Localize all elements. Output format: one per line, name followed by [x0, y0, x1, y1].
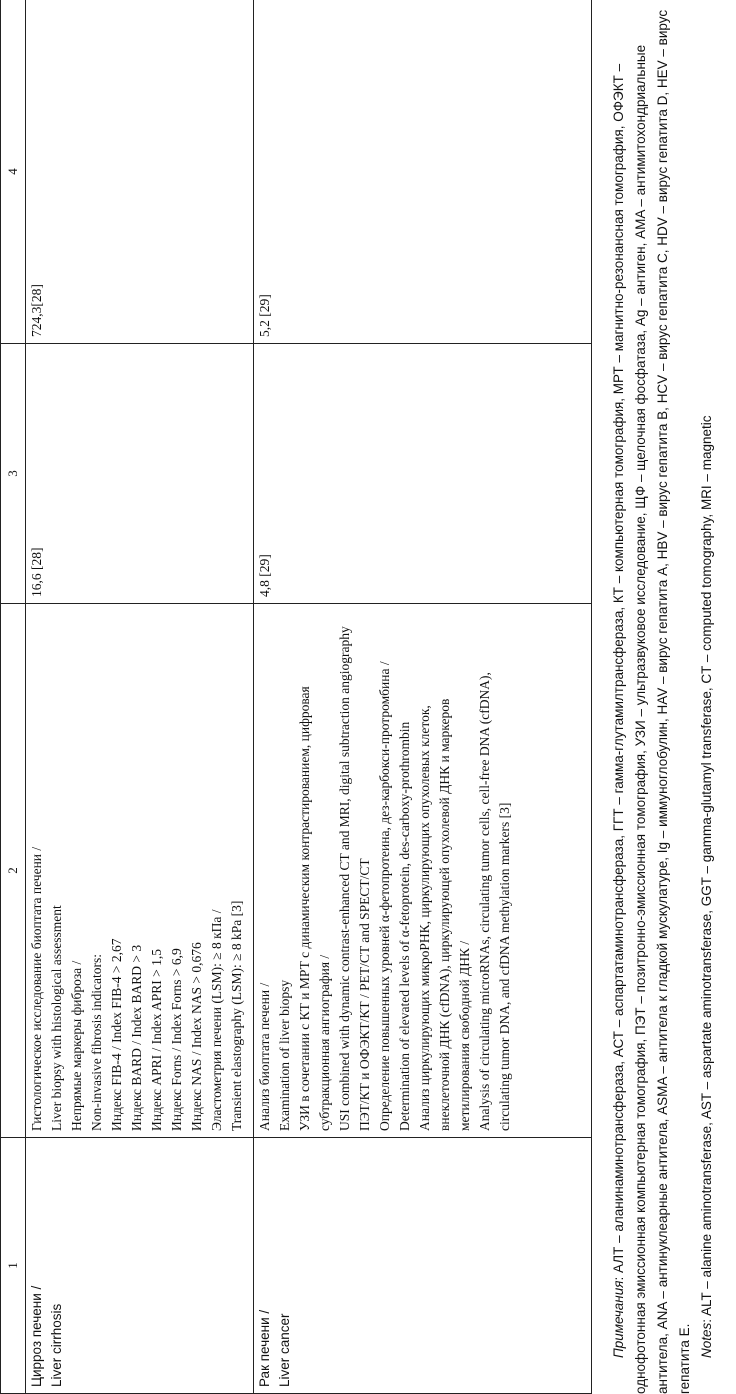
- method-line: Анализ биоптата печени /: [257, 982, 272, 1131]
- method-line: УЗИ в сочетании с КТ и МРТ с динамическим контрастированием, цифровая: [297, 686, 312, 1131]
- methods-cell: [26, 604, 254, 1138]
- column-number: 2: [1, 604, 26, 1138]
- disease-name-en: Liver cancer: [277, 1313, 292, 1387]
- disease-cell: [254, 1138, 592, 1394]
- method-line: ПЭТ/КТ и ОФЭКТ/КТ / PET/CT and SPECT/CT: [357, 858, 372, 1131]
- disease-name-ru: Цирроз печени /: [29, 1285, 44, 1387]
- notes-en: [696, 2, 718, 1394]
- method-line: Индекс Forns / Index Forns > 6,9: [169, 948, 184, 1131]
- notes-en-text: : ALT – alanine aminotransferase, AST – aspartate aminotransferase, GGT – gamma-glutamyl transferase, CT – computed tomography, MRI – magnetic: [699, 415, 714, 1323]
- value-cell: 5,2 [29]: [254, 0, 592, 344]
- method-line: Analysis of circulating microRNAs, circulating tumor cells, cell-free DNA (cfDNA),: [477, 672, 492, 1131]
- disease-name-ru: Рак печени /: [257, 1309, 272, 1387]
- method-line: Индекс NAS / Index NAS > 0,676: [189, 942, 204, 1131]
- column-number: 3: [1, 344, 26, 604]
- notes-ru-text: : АЛТ – аланинаминотрансфераза, АСТ – аспартатаминотрансфераза, ГГТ – гамма-глутамилтрансфераза, КТ – компьютерная томография, МРТ – магнитно-резонансная томография, ОФЭКТ – однофотонная эмиссионная компьютерная томография, ПЭТ – позитронно-эмиссионная томография, УЗИ – ультразвуковое исследование, ЩФ – щелочная фосфатаза, Ag – антиген, AMA – антимитохондриальные антитела, ANA – антинуклеарные антитела, ASMA – антитела к гладкой мускулатуре, Ig – иммуноглобулин, HAV – вирус гепатита А, HBV – вирус гепатита В, HCV – вирус гепатита С, HDV – вирус гепатита D, HEV – вирус гепатита Е.: [611, 9, 692, 1394]
- method-line: внеклеточной ДНК (cfDNA), циркулирующей опухолевой ДНК и маркеров: [437, 698, 452, 1131]
- method-line: Эластометрия печени (LSM): ≥ 8 кПа /: [209, 909, 224, 1131]
- method-line: circulating tumor DNA, and cfDNA methylation markers [3]: [497, 802, 512, 1131]
- method-line: Non-invasive fibrosis indicators:: [89, 954, 104, 1131]
- table-row: [254, 0, 592, 1394]
- method-line: Индекс FIB-4 / Index FIB-4 > 2,67: [109, 938, 124, 1131]
- method-line: Определение повышенных уровней α-фетопротеина, дез-карбокси-протромбина /: [377, 661, 392, 1131]
- table-notes: [608, 2, 718, 1394]
- method-line: Индекс APRI / Index APRI > 1,5: [149, 948, 164, 1131]
- method-line: Анализ циркулирующих микроРНК, циркулирующих опухолевых клеток,: [417, 705, 432, 1131]
- method-line: Индекс BARD / Index BARD > 3: [129, 944, 144, 1131]
- value-cell: 4,8 [29]: [254, 344, 592, 604]
- notes-en-label: Notes: [699, 1322, 714, 1358]
- methods-cell: [254, 604, 592, 1138]
- method-line: Transient elastography (LSM): ≥ 8 kPa [3]: [229, 900, 244, 1131]
- disease-name-en: Liver cirrhosis: [49, 1303, 64, 1387]
- method-line: Liver biopsy with histological assessment: [49, 905, 64, 1131]
- method-line: субтракционная ангиография /: [317, 954, 332, 1131]
- method-line: Гистологическое исследование биоптата печени /: [29, 846, 44, 1131]
- method-line: метилирования свободной ДНК /: [457, 940, 472, 1131]
- table-row: [26, 0, 254, 1394]
- notes-ru-label: Примечания: [611, 1280, 626, 1358]
- method-line: Examination of liver biopsy: [277, 979, 292, 1131]
- value-cell: 724,3[28]: [26, 0, 254, 344]
- notes-ru: [608, 2, 696, 1394]
- method-line: Determination of elevated levels of α-fetoprotein, des-carboxy-prothrombin: [397, 721, 412, 1131]
- value-cell: 16,6 [28]: [26, 344, 254, 604]
- column-number: 1: [1, 1138, 26, 1394]
- column-number-row: [1, 0, 26, 1394]
- disease-cell: [26, 1138, 254, 1394]
- method-line: Непрямые маркеры фиброза /: [69, 960, 84, 1131]
- column-number: 4: [1, 0, 26, 344]
- method-line: USI combined with dynamic contrast-enhanced CT and MRI, digital subtraction angiography: [337, 626, 352, 1131]
